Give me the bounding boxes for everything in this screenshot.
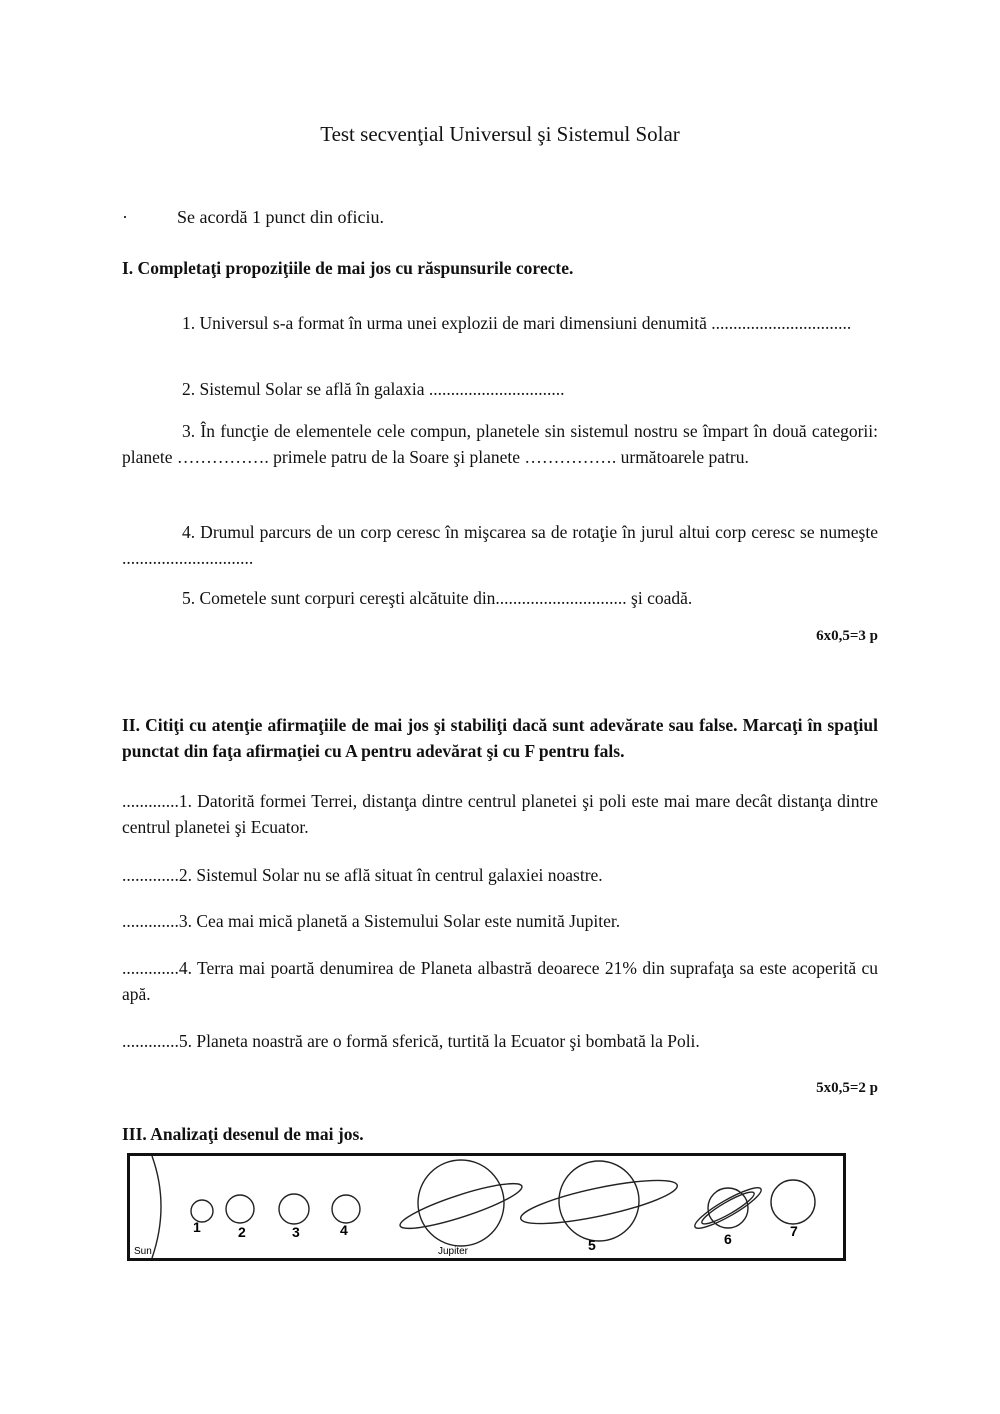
section2-heading: II. Citiţi cu atenţie afirmaţiile de mai jos şi stabiliţi dacă sunt adevărate sau false. Marcaţi în spaţiul punctat din faţa afirmaţiei cu A pentru adevărat şi cu F pentru fals. — [122, 715, 878, 761]
jupiter-circle — [418, 1160, 504, 1246]
planet-5-circle — [559, 1161, 639, 1241]
section3-heading: III. Analizaţi desenul de mai jos. — [122, 1124, 364, 1144]
solar-system-drawing — [130, 1156, 843, 1258]
planet-number-4: 4 — [340, 1222, 348, 1238]
planet-7-circle — [771, 1180, 815, 1224]
section1-score: 6x0,5=3 p — [816, 628, 878, 644]
section2-item-5: .............5. Planeta noastră are o formă sferică, turtită la Ecuator şi bombată la Poli. — [122, 1031, 700, 1051]
planet-number-1: 1 — [193, 1219, 201, 1235]
section1-item-1: 1. Universul s-a format în urma unei explozii de mari dimensiuni denumită ................................ — [182, 313, 852, 333]
planet-4-circle — [332, 1195, 360, 1223]
section1-item-2: 2. Sistemul Solar se află în galaxia ............................... — [182, 379, 565, 399]
planet-5-ring — [518, 1172, 680, 1233]
section2-score: 5x0,5=2 p — [816, 1080, 878, 1096]
section2-item-1: .............1. Datorită formei Terrei, distanţa dintre centrul planetei şi poli este mai mare decât distanţa dintre centrul planetei şi Ecuator. — [122, 791, 878, 837]
sun-edge — [152, 1156, 161, 1258]
jupiter-label: Jupiter — [438, 1246, 469, 1257]
planet-6-ring-outer — [691, 1182, 765, 1234]
section1-item-3: 3. În funcţie de elementele cele compun, planetele sin sistemul nostru se împart în două categorii: planete ……………. primele patru de la Soare şi planete ……………. următoarele patru. — [122, 421, 878, 467]
section2-item-2: .............2. Sistemul Solar nu se află situat în centrul galaxiei noastre. — [122, 865, 603, 885]
planet-number-3: 3 — [292, 1224, 300, 1240]
bullet-marker: · — [122, 207, 128, 227]
planet-2-circle — [226, 1195, 254, 1223]
planet-number-5: 5 — [588, 1237, 596, 1253]
solar-system-diagram — [127, 1153, 846, 1261]
section1-item-5: 5. Cometele sunt corpuri cereşti alcătuite din.............................. şi coadă. — [182, 588, 693, 608]
page-title: Test secvenţial Universul şi Sistemul Solar — [320, 122, 680, 146]
section1-item-4: 4. Drumul parcurs de un corp ceresc în mişcarea sa de rotaţie în jurul altui corp ceresc se numeşte .............................. — [122, 522, 878, 568]
sun-label: Sun — [134, 1246, 152, 1257]
section2-item-3: .............3. Cea mai mică planetă a Sistemului Solar este numită Jupiter. — [122, 911, 621, 931]
planet-number-2: 2 — [238, 1224, 246, 1240]
section2-item-4: .............4. Terra mai poartă denumirea de Planeta albastră deoarece 21% din suprafaţa sa este acoperită cu apă. — [122, 958, 878, 1004]
planet-number-7: 7 — [790, 1223, 798, 1239]
jupiter-ring — [397, 1176, 526, 1236]
section1-heading: I. Completaţi propoziţiile de mai jos cu răspunsurile corecte. — [122, 258, 574, 278]
planet-number-6: 6 — [724, 1231, 732, 1247]
intro-note: Se acordă 1 punct din oficiu. — [177, 207, 384, 227]
planet-3-circle — [279, 1194, 309, 1224]
